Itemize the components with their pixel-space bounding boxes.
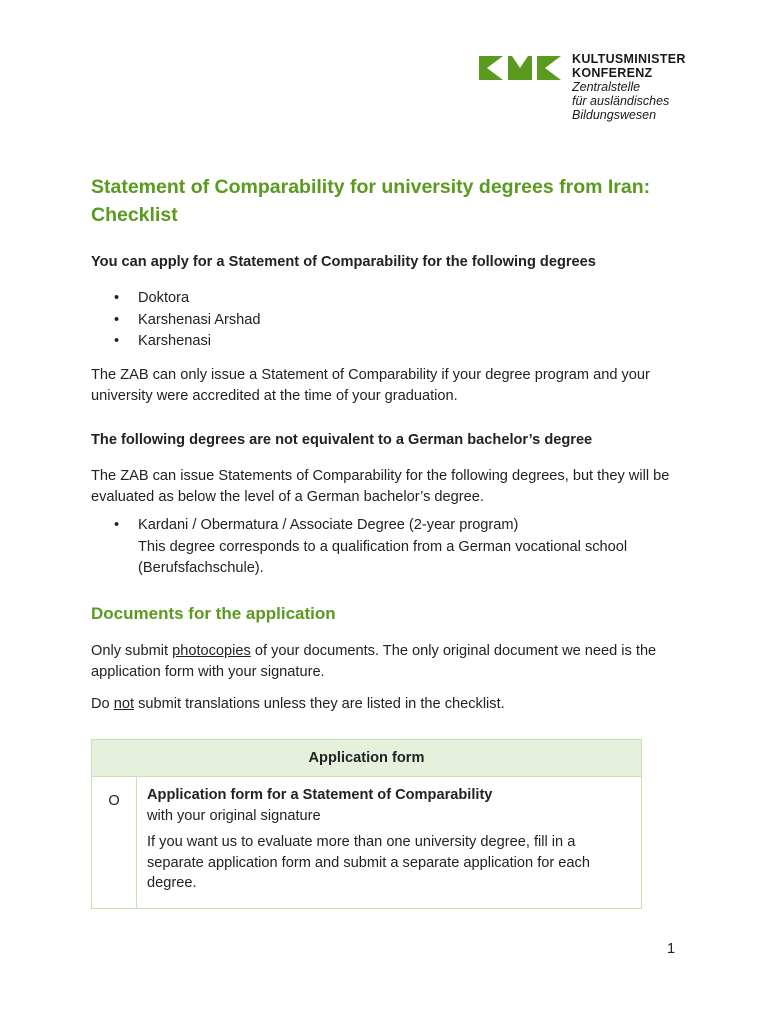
lower-degree-list [91, 515, 691, 580]
table-header: Application form [92, 740, 641, 777]
list-item [91, 288, 691, 310]
accreditation-note: The ZAB can only issue a Statement of Comparability if your degree program and your university were accredited at the time of your graduation. [91, 367, 650, 404]
kardani-degree-description: This degree corresponds to a qualification from a German vocational school (Berufsfachschule). [138, 538, 628, 576]
translations-note-start: Do [91, 696, 114, 712]
table-row [92, 777, 641, 908]
page-number: 1 [667, 941, 676, 957]
table-row-content [147, 785, 632, 894]
logo-line-4: für ausländisches [572, 94, 670, 108]
translations-note [91, 694, 691, 715]
kardani-degree-title: Kardani / Obermatura / Associate Degree (2-year program) [138, 517, 519, 533]
kmk-logo [479, 52, 709, 127]
photocopies-note-start: Only submit [91, 643, 173, 659]
documents-heading: Documents for the application [91, 604, 336, 623]
photocopies-underlined: photocopies [172, 643, 251, 659]
list-item [91, 515, 691, 580]
list-item [91, 310, 691, 332]
logo-line-2: KONFERENZ [572, 66, 653, 80]
checkbox-marker: O [92, 777, 137, 908]
row-title: Application form for a Statement of Comparability [147, 787, 493, 803]
eligible-degree-list [91, 288, 691, 353]
list-item [91, 331, 691, 353]
logo-line-1: KULTUSMINISTER [572, 52, 686, 66]
photocopies-note-end: of your documents. The only original document we need is the application form with your signature. [91, 643, 657, 680]
bullet-icon: • [114, 290, 120, 306]
logo-line-3: Zentralstelle [572, 80, 641, 94]
application-form-table [91, 739, 642, 909]
bullet-icon: • [114, 333, 120, 349]
degree-karshenasi-arshad: Karshenasi Arshad [138, 311, 261, 328]
bullet-icon: • [114, 311, 120, 328]
not-underlined: not [113, 696, 135, 712]
logo-line-5: Bildungswesen [572, 108, 657, 122]
kmk-logo-text [572, 52, 686, 122]
degree-doktora: Doktora [138, 290, 190, 306]
section2-intro: The ZAB can issue Statements of Comparability for the following degrees, but they will be evaluated as below the level of a German bachelor’s degree. [91, 468, 670, 505]
row-note: If you want us to evaluate more than one university degree, fill in a separate application form and submit a separate application for each degree. [147, 834, 590, 891]
row-subtitle: with your original signature [147, 807, 321, 824]
section1-heading: You can apply for a Statement of Comparability for the following degrees [91, 254, 596, 270]
section2-heading: The following degrees are not equivalent to a German bachelor’s degree [91, 432, 593, 448]
degree-karshenasi: Karshenasi [138, 333, 212, 349]
photocopies-note [91, 641, 691, 683]
bullet-icon: • [114, 517, 120, 533]
document-title: Statement of Comparability for university degrees from Iran: Checklist [91, 176, 651, 226]
kmk-logo-mark [479, 56, 561, 80]
translations-note-end: submit translations unless they are listed in the checklist. [134, 696, 505, 712]
